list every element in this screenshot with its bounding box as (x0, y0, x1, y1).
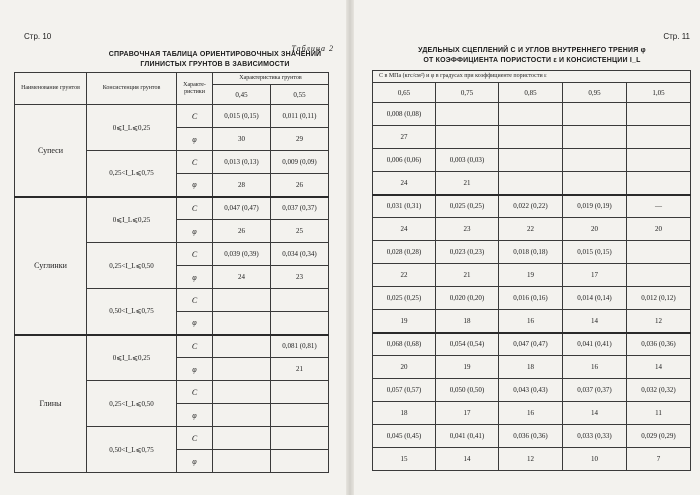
header-porosity-group: Характеристика грунтов (213, 73, 329, 85)
cohesion-value: 0,016 (0,16) (499, 287, 563, 310)
table-row (373, 126, 691, 149)
right-title-line1: УДЕЛЬНЫХ СЦЕПЛЕНИЙ C И УГЛОВ ВНУТРЕННЕГО ТРЕНИЯ φ (418, 47, 646, 54)
cohesion-value: 0,003 (0,03) (436, 149, 499, 172)
table-row (373, 149, 691, 172)
friction-angle-value (436, 126, 499, 149)
header-consistency: Консистенция грунтов (87, 73, 177, 105)
friction-angle-value: 24 (373, 218, 436, 241)
cohesion-value (213, 335, 271, 358)
cohesion-value (271, 381, 329, 404)
friction-angle-value: 12 (627, 310, 691, 333)
cohesion-value: 0,047 (0,47) (499, 333, 563, 356)
table-row (15, 335, 329, 358)
cohesion-value (271, 427, 329, 450)
consistency-cell: 0,50<I_L⩽0,75 (87, 289, 177, 335)
cohesion-value: 0,006 (0,06) (373, 149, 436, 172)
cohesion-value: 0,025 (0,25) (373, 287, 436, 310)
friction-angle-value: 11 (627, 402, 691, 425)
friction-angle-value: 14 (627, 356, 691, 379)
header-soil-name: Наименование грунтов (15, 73, 87, 105)
friction-angle-value: 22 (373, 264, 436, 287)
friction-angle-value (271, 404, 329, 427)
friction-angle-value (627, 126, 691, 149)
cohesion-value: 0,029 (0,29) (627, 425, 691, 448)
cohesion-value: 0,047 (0,47) (213, 197, 271, 220)
cohesion-value: 0,032 (0,32) (627, 379, 691, 402)
cohesion-value: 0,037 (0,37) (563, 379, 627, 402)
cohesion-value: 0,043 (0,43) (499, 379, 563, 402)
friction-angle-value (213, 312, 271, 335)
cohesion-label: C (177, 381, 213, 404)
cohesion-value: 0,034 (0,34) (271, 243, 329, 266)
table-row (373, 172, 691, 195)
friction-angle-value (627, 172, 691, 195)
friction-angle-value: 19 (436, 356, 499, 379)
cohesion-value: 0,081 (0,81) (271, 335, 329, 358)
cohesion-value (213, 427, 271, 450)
cohesion-value: 0,019 (0,19) (563, 195, 627, 218)
cohesion-label: C (177, 427, 213, 450)
friction-angle-value: 17 (563, 264, 627, 287)
friction-angle-value: 21 (436, 172, 499, 195)
friction-angle-value (213, 450, 271, 473)
header-col-045: 0,45 (213, 85, 271, 105)
cohesion-value: 0,008 (0,08) (373, 103, 436, 126)
friction-angle-value: 29 (271, 128, 329, 151)
friction-angle-value: 24 (373, 172, 436, 195)
friction-angle-value (499, 172, 563, 195)
friction-angle-value: 27 (373, 126, 436, 149)
soil-name-cell: Глины (15, 335, 87, 473)
cohesion-label: C (177, 243, 213, 266)
header-porosity-col: 0,65 (373, 83, 436, 103)
friction-angle-value (563, 172, 627, 195)
cohesion-value: 0,041 (0,41) (436, 425, 499, 448)
cohesion-value: 0,015 (0,15) (213, 105, 271, 128)
cohesion-value (627, 241, 691, 264)
friction-angle-value: 7 (627, 448, 691, 471)
right-page (352, 0, 700, 495)
friction-angle-value: 14 (563, 310, 627, 333)
friction-angle-label: φ (177, 266, 213, 289)
cohesion-label: C (177, 289, 213, 312)
page-number-left: Стр. 10 (24, 32, 52, 41)
table-row (373, 425, 691, 448)
friction-angle-value: 21 (436, 264, 499, 287)
consistency-cell: 0⩽I_L⩽0,25 (87, 335, 177, 381)
cohesion-label: C (177, 197, 213, 220)
friction-angle-value: 12 (499, 448, 563, 471)
friction-angle-value: 28 (213, 174, 271, 197)
friction-angle-label: φ (177, 128, 213, 151)
cohesion-value: 0,039 (0,39) (213, 243, 271, 266)
cohesion-label: C (177, 335, 213, 358)
cohesion-value (213, 289, 271, 312)
friction-angle-value: 14 (436, 448, 499, 471)
right-title-line2: ОТ КОЭФФИЦИЕНТА ПОРИСТОСТИ ε И КОНСИСТЕНЦИИ I_L (423, 57, 641, 64)
friction-angle-value: 16 (563, 356, 627, 379)
friction-angle-value: 23 (271, 266, 329, 289)
cohesion-value: 0,013 (0,13) (213, 151, 271, 174)
left-title (90, 50, 340, 70)
cohesion-value: — (627, 195, 691, 218)
friction-angle-value: 10 (563, 448, 627, 471)
cohesion-value: 0,068 (0,68) (373, 333, 436, 356)
cohesion-value: 0,036 (0,36) (627, 333, 691, 356)
header-col-055: 0,55 (271, 85, 329, 105)
cohesion-value: 0,022 (0,22) (499, 195, 563, 218)
soil-name-cell: Суглинки (15, 197, 87, 335)
cohesion-value: 0,011 (0,11) (271, 105, 329, 128)
friction-angle-value: 26 (213, 220, 271, 243)
friction-angle-value: 24 (213, 266, 271, 289)
friction-angle-value: 20 (563, 218, 627, 241)
friction-angle-value: 16 (499, 402, 563, 425)
table-row (373, 310, 691, 333)
cohesion-value: 0,023 (0,23) (436, 241, 499, 264)
friction-angle-value: 20 (373, 356, 436, 379)
right-title (372, 46, 692, 66)
consistency-cell: 0⩽I_L⩽0,25 (87, 197, 177, 243)
table-row (373, 264, 691, 287)
friction-angle-label: φ (177, 404, 213, 427)
cohesion-value: 0,050 (0,50) (436, 379, 499, 402)
friction-angle-value: 19 (499, 264, 563, 287)
table-row (373, 195, 691, 218)
friction-angle-label: φ (177, 312, 213, 335)
friction-angle-value: 15 (373, 448, 436, 471)
header-porosity-col: 0,85 (499, 83, 563, 103)
table-row (15, 197, 329, 220)
friction-angle-value (213, 404, 271, 427)
left-page (0, 0, 348, 495)
cohesion-value (627, 149, 691, 172)
friction-angle-value (271, 312, 329, 335)
cohesion-value (627, 103, 691, 126)
cohesion-value: 0,054 (0,54) (436, 333, 499, 356)
header-porosity-col: 0,95 (563, 83, 627, 103)
friction-angle-value: 26 (271, 174, 329, 197)
table-row (373, 287, 691, 310)
table-label: Таблица 2 (291, 44, 334, 53)
friction-angle-label: φ (177, 450, 213, 473)
friction-angle-value: 17 (436, 402, 499, 425)
friction-angle-value: 18 (499, 356, 563, 379)
friction-angle-value: 20 (627, 218, 691, 241)
cohesion-value (563, 103, 627, 126)
table-row (373, 402, 691, 425)
page-number-right: Стр. 11 (663, 32, 690, 41)
table-row (373, 218, 691, 241)
cohesion-value: 0,018 (0,18) (499, 241, 563, 264)
friction-angle-label: φ (177, 358, 213, 381)
friction-angle-value: 25 (271, 220, 329, 243)
cohesion-value (436, 103, 499, 126)
consistency-cell: 0⩽I_L⩽0,25 (87, 105, 177, 151)
header-characteristics: Характе-ристики (177, 73, 213, 105)
friction-angle-value: 16 (499, 310, 563, 333)
table-row (373, 448, 691, 471)
consistency-cell: 0,50<I_L⩽0,75 (87, 427, 177, 473)
table-row (15, 105, 329, 128)
friction-angle-value (627, 264, 691, 287)
header-porosity-col: 0,75 (436, 83, 499, 103)
friction-angle-value: 30 (213, 128, 271, 151)
cohesion-value (499, 149, 563, 172)
cohesion-value: 0,025 (0,25) (436, 195, 499, 218)
cohesion-value: 0,012 (0,12) (627, 287, 691, 310)
cohesion-value: 0,045 (0,45) (373, 425, 436, 448)
consistency-cell: 0,25<I_L⩽0,50 (87, 381, 177, 427)
consistency-cell: 0,25<I_L⩽0,50 (87, 243, 177, 289)
cohesion-value: 0,036 (0,36) (499, 425, 563, 448)
cohesion-value: 0,015 (0,15) (563, 241, 627, 264)
friction-angle-value: 18 (373, 402, 436, 425)
friction-angle-value (271, 450, 329, 473)
friction-angle-value: 19 (373, 310, 436, 333)
cohesion-value: 0,031 (0,31) (373, 195, 436, 218)
friction-angle-value (213, 358, 271, 381)
cohesion-value: 0,037 (0,37) (271, 197, 329, 220)
friction-angle-value: 23 (436, 218, 499, 241)
soil-name-cell: Супеси (15, 105, 87, 197)
friction-angle-label: φ (177, 220, 213, 243)
left-table (14, 72, 329, 473)
consistency-cell: 0,25<I_L⩽0,75 (87, 151, 177, 197)
table-row (373, 356, 691, 379)
cohesion-label: C (177, 151, 213, 174)
cohesion-value (499, 103, 563, 126)
friction-angle-value: 14 (563, 402, 627, 425)
cohesion-value (271, 289, 329, 312)
left-title-line1: СПРАВОЧНАЯ ТАБЛИЦА ОРИЕНТИРОВОЧНЫХ ЗНАЧЕНИЙ (108, 51, 322, 58)
friction-angle-label: φ (177, 174, 213, 197)
right-subheader: C в МПа (кгс/см²) и φ в градусах при коэффициенте пористости ε (373, 71, 691, 83)
table-row (373, 333, 691, 356)
cohesion-value (563, 149, 627, 172)
friction-angle-value: 21 (271, 358, 329, 381)
left-title-line2: ГЛИНИСТЫХ ГРУНТОВ В ЗАВИСИМОСТИ (140, 61, 290, 68)
cohesion-value: 0,041 (0,41) (563, 333, 627, 356)
table-row (373, 103, 691, 126)
table-row (373, 379, 691, 402)
cohesion-value: 0,057 (0,57) (373, 379, 436, 402)
friction-angle-value: 22 (499, 218, 563, 241)
header-porosity-col: 1,05 (627, 83, 691, 103)
friction-angle-value (563, 126, 627, 149)
friction-angle-value: 18 (436, 310, 499, 333)
cohesion-label: C (177, 105, 213, 128)
right-table (372, 70, 691, 471)
cohesion-value: 0,028 (0,28) (373, 241, 436, 264)
cohesion-value (213, 381, 271, 404)
cohesion-value: 0,020 (0,20) (436, 287, 499, 310)
table-row (373, 241, 691, 264)
cohesion-value: 0,033 (0,33) (563, 425, 627, 448)
cohesion-value: 0,009 (0,09) (271, 151, 329, 174)
cohesion-value: 0,014 (0,14) (563, 287, 627, 310)
friction-angle-value (499, 126, 563, 149)
